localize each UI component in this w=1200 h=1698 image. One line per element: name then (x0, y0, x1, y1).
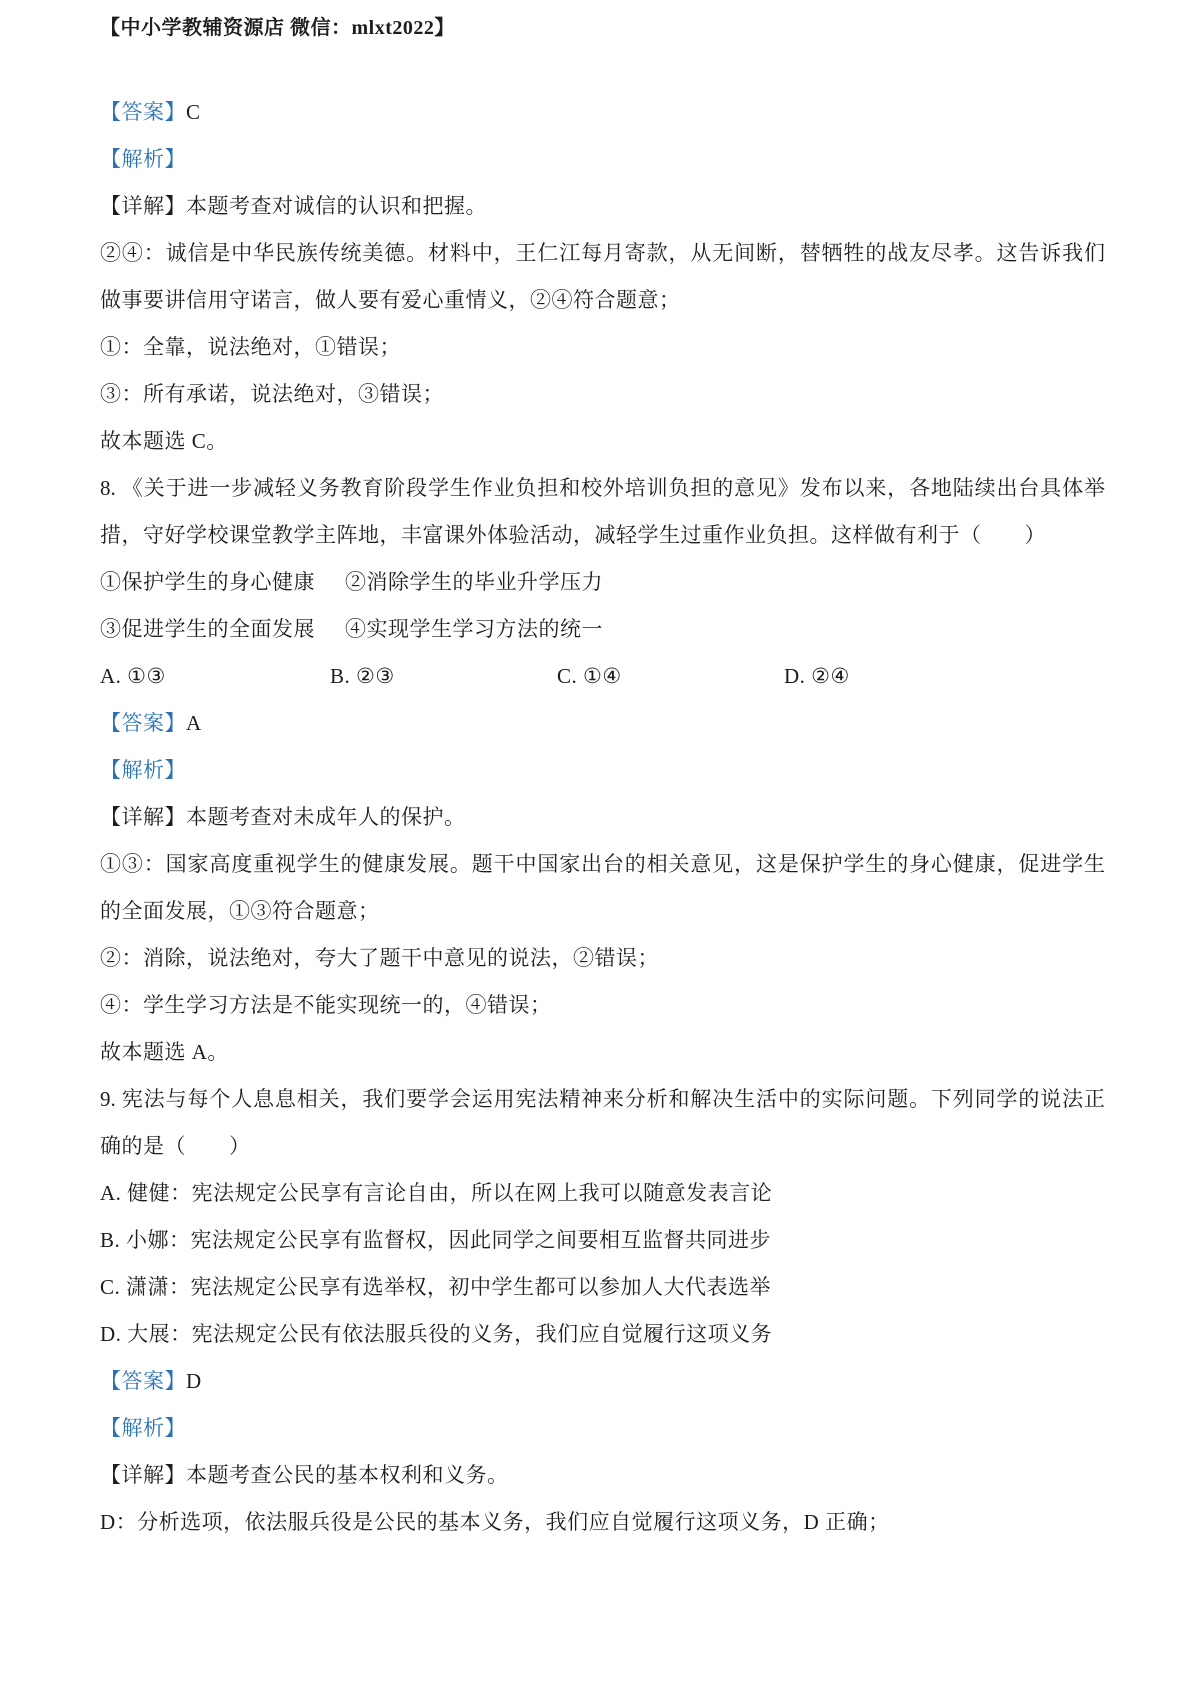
q7-detail-line: 【详解】本题考查对诚信的认识和把握。 (100, 194, 487, 218)
q8-explain-line-2: 的全面发展，①③符合题意； (100, 899, 380, 923)
q8-statement-pair-line-1 (100, 559, 1105, 606)
q9-choice-a-line: A. 健健：宪法规定公民享有言论自由，所以在网上我可以随意发表言论 (100, 1181, 773, 1205)
answer-label: 【答案】 (100, 711, 186, 735)
q7-explain-line-4: ③：所有承诺，说法绝对，③错误； (100, 382, 444, 406)
q8-choices-line (100, 653, 1105, 700)
q9-analysis-line (100, 1405, 1105, 1452)
document-body (100, 89, 1105, 1546)
q7-answer-value: C (186, 100, 201, 124)
q7-answer-line (100, 89, 1105, 136)
q7-explain-line-2: 做事要讲信用守诺言，做人要有爱心重情义，②④符合题意； (100, 288, 681, 312)
q9-choice-d-line: D. 大展：宪法规定公民有依法服兵役的义务，我们应自觉履行这项义务 (100, 1322, 773, 1346)
q9-choice-c-line: C. 潇潇：宪法规定公民享有选举权，初中学生都可以参加人大代表选举 (100, 1275, 772, 1299)
q8-detail-line: 【详解】本题考查对未成年人的保护。 (100, 805, 466, 829)
q8-explain-line-4: ④：学生学习方法是不能实现统一的，④错误； (100, 993, 552, 1017)
q8-analysis-line (100, 747, 1105, 794)
q8-conclusion-line: 故本题选 A。 (100, 1040, 229, 1064)
q8-statement-1: ①保护学生的身心健康 (100, 570, 315, 594)
q8-stem-line-1: 8. 《关于进一步减轻义务教育阶段学生作业负担和校外培训负担的意见》发布以来，各地陆续出台具体举 (100, 476, 1105, 500)
analysis-label: 【解析】 (100, 1416, 186, 1440)
q8-answer-value: A (186, 711, 202, 735)
store-watermark-header: 【中小学教辅资源店 微信：mlxt2022】 (100, 17, 455, 39)
q8-choice-c: C. ①④ (557, 664, 622, 688)
q8-statement-3: ③促进学生的全面发展 (100, 617, 315, 641)
answer-label: 【答案】 (100, 1369, 186, 1393)
q8-stem-line-2: 措，守好学校课堂教学主阵地，丰富课外体验活动，减轻学生过重作业负担。这样做有利于（ ） (100, 523, 1046, 547)
q8-choice-b: B. ②③ (330, 664, 395, 688)
q8-statement-4: ④实现学生学习方法的统一 (345, 617, 603, 641)
q7-conclusion-line: 故本题选 C。 (100, 429, 228, 453)
q8-statement-pair-line-2 (100, 606, 1105, 653)
q9-answer-value: D (186, 1369, 202, 1393)
q7-explain-line-1: ②④：诚信是中华民族传统美德。材料中，王仁江每月寄款，从无间断，替牺牲的战友尽孝。这告诉我们 (100, 241, 1105, 265)
q7-analysis-line (100, 136, 1105, 183)
q8-explain-line-1: ①③：国家高度重视学生的健康发展。题干中国家出台的相关意见，这是保护学生的身心健康，促进学生 (100, 852, 1105, 876)
q9-stem-line-2: 确的是（ ） (100, 1134, 251, 1158)
q9-detail-line: 【详解】本题考查公民的基本权利和义务。 (100, 1463, 509, 1487)
q8-choice-a: A. ①③ (100, 664, 166, 688)
q9-stem-line-1: 9. 宪法与每个人息息相关，我们要学会运用宪法精神来分析和解决生活中的实际问题。下列同学的说法正 (100, 1087, 1105, 1111)
q9-choice-b-line: B. 小娜：宪法规定公民享有监督权，因此同学之间要相互监督共同进步 (100, 1228, 772, 1252)
q7-explain-line-3: ①：全靠，说法绝对，①错误； (100, 335, 401, 359)
analysis-label: 【解析】 (100, 758, 186, 782)
q8-explain-line-3: ②：消除，说法绝对，夸大了题干中意见的说法，②错误； (100, 946, 659, 970)
q8-answer-line (100, 700, 1105, 747)
q8-statement-2: ②消除学生的毕业升学压力 (345, 570, 603, 594)
q9-explain-line-1: D：分析选项，依法服兵役是公民的基本义务，我们应自觉履行这项义务，D 正确； (100, 1510, 890, 1534)
q9-answer-line (100, 1358, 1105, 1405)
answer-label: 【答案】 (100, 100, 186, 124)
analysis-label: 【解析】 (100, 147, 186, 171)
q8-choice-d: D. ②④ (784, 664, 850, 688)
